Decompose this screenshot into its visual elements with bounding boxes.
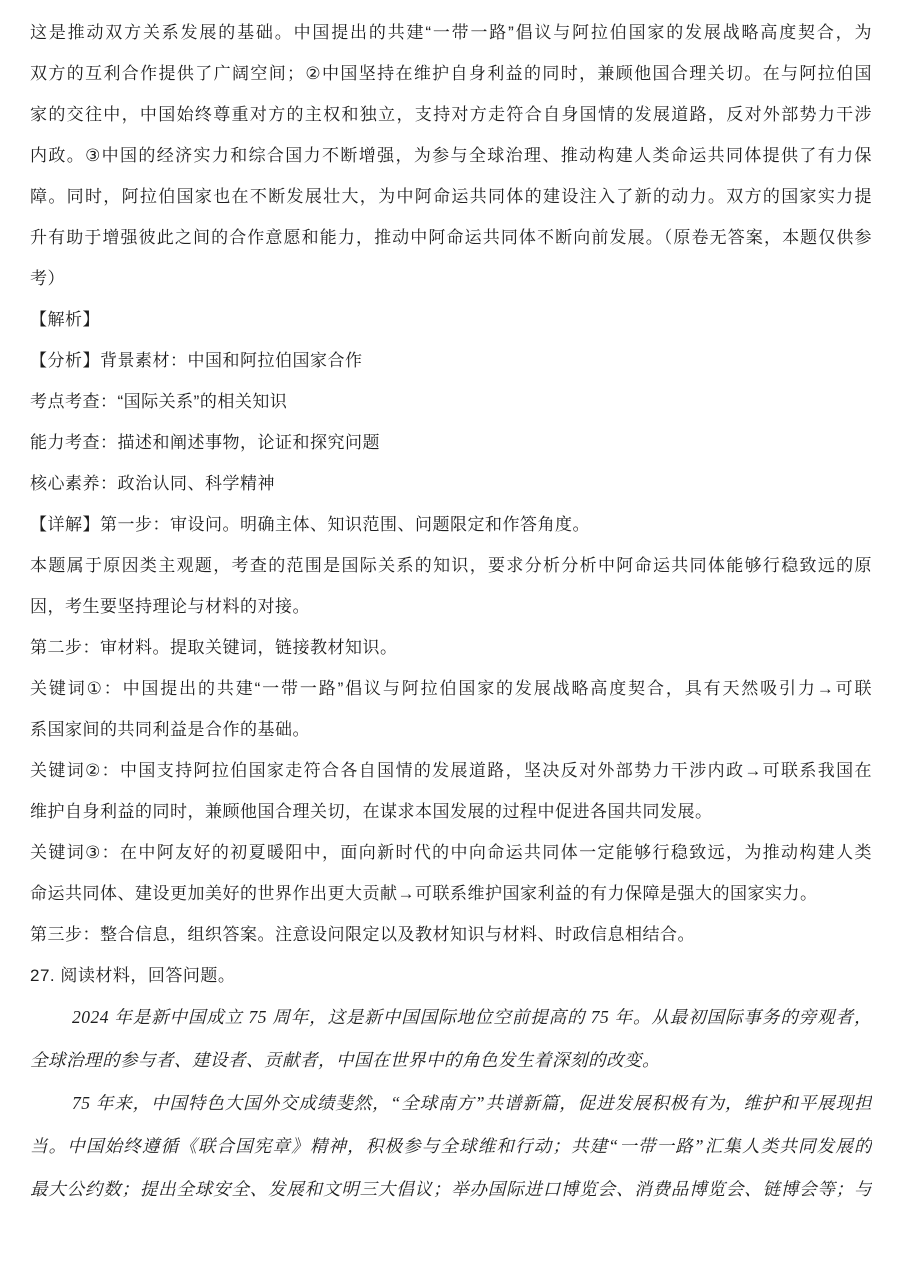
detailed-explanation [30,504,872,955]
text-line: 75 年来，中国特色大国外交成绩斐然，“全球南方”共谱新篇，促进发展积极有为，维护和平展现担 [72,1093,872,1113]
text-line: 当。中国始终遵循《联合国宪章》精神，积极参与全球维和行动；共建“一带一路”汇集人类共同发展的 [30,1136,872,1156]
text-line: 【分析】背景素材：中国和阿拉伯国家合作 [30,351,363,370]
analysis-header [30,299,872,504]
text-line: 因，考生要坚持理论与材料的对接。 [30,597,310,616]
text-line: 双方的互利合作提供了广阔空间；②中国坚持在维护自身利益的同时，兼顾他国合理关切。在与阿拉伯国 [30,64,872,83]
text-line: 第二步：审材料。提取关键词，链接教材知识。 [30,638,398,657]
text-line: 核心素养：政治认同、科学精神 [30,474,275,493]
text-line: 这是推动双方关系发展的基础。中国提出的共建“一带一路”倡议与阿拉伯国家的发展战略高度契合，为 [30,23,872,42]
text-line: 【解析】 [30,310,100,329]
text-line: 第三步：整合信息，组织答案。注意设问限定以及教材知识与材料、时政信息相结合。 [30,925,695,944]
text-line: 升有助于增强彼此之间的合作意愿和能力，推动中阿命运共同体不断向前发展。（原卷无答案，本题仅供参 [30,228,872,247]
text-line: 能力考查：描述和阐述事物，论证和探究问题 [30,433,380,452]
text-line: 维护自身利益的同时，兼顾他国合理关切，在谋求本国发展的过程中促进各国共同发展。 [30,802,713,821]
text-line: 关键词③：在中阿友好的初夏暖阳中，面向新时代的中向命运共同体一定能够行稳致远，为推动构建人类 [30,843,872,862]
text-line: 考点考查：“国际关系”的相关知识 [30,392,288,411]
text-line: 最大公约数；提出全球安全、发展和文明三大倡议；举办国际进口博览会、消费品博览会、链博会等；与 [30,1179,872,1199]
text-line: 【详解】第一步：审设问。明确主体、知识范围、问题限定和作答角度。 [30,515,590,534]
text-line: 本题属于原因类主观题，考查的范围是国际关系的知识，要求分析分析中阿命运共同体能够行稳致远的原 [30,556,872,575]
text-line: 全球治理的参与者、建设者、贡献者，中国在世界中的角色发生着深刻的改变。 [30,1050,660,1070]
text-line: 27. 阅读材料，回答问题。 [30,966,236,985]
text-line: 考） [30,269,65,288]
question-27-material [30,996,872,1211]
question-27-prompt [30,955,872,996]
text-line: 关键词①：中国提出的共建“一带一路”倡议与阿拉伯国家的发展战略高度契合，具有天然吸引力→可联 [30,679,872,698]
answer-continuation [30,12,872,299]
text-line: 2024 年是新中国成立 75 周年，这是新中国国际地位空前提高的 75 年。从最初国际事务的旁观者， [72,1007,872,1027]
text-line: 家的交往中，中国始终尊重对方的主权和独立，支持对方走符合自身国情的发展道路，反对外部势力干涉 [30,105,872,124]
text-line: 关键词②：中国支持阿拉伯国家走符合各自国情的发展道路，坚决反对外部势力干涉内政→可联系我国在 [30,761,872,780]
text-line: 命运共同体、建设更加美好的世界作出更大贡献→可联系维护国家利益的有力保障是强大的国家实力。 [30,884,818,903]
text-line: 系国家间的共同利益是合作的基础。 [30,720,310,739]
text-line: 障。同时，阿拉伯国家也在不断发展壮大，为中阿命运共同体的建设注入了新的动力。双方的国家实力提 [30,187,872,206]
text-line: 内政。③中国的经济实力和综合国力不断增强，为参与全球治理、推动构建人类命运共同体提供了有力保 [30,146,872,165]
